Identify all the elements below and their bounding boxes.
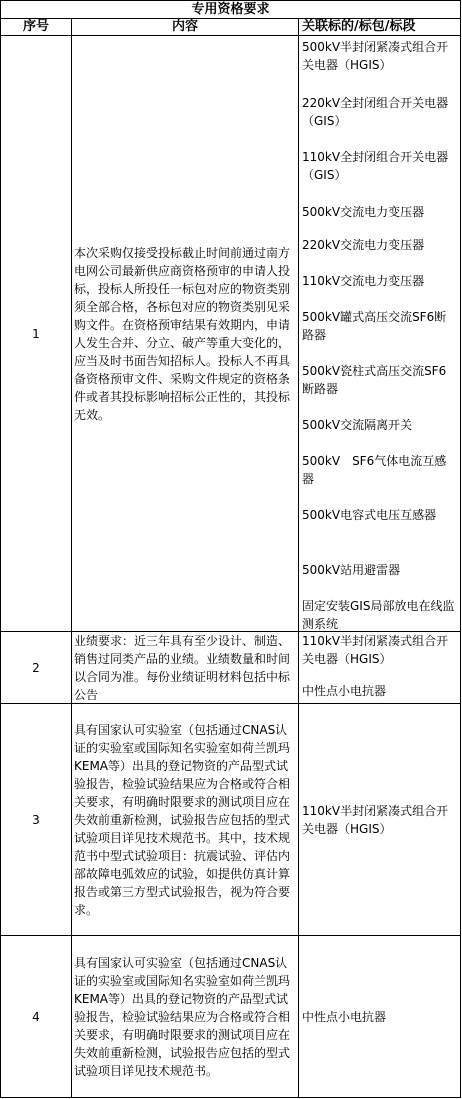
row-content-text: 具有国家认可实验室（包括通过CNAS认证的实验室或国际知名实验室如荷兰凯玛KEMA等）出具的登记物资的产品型式试验报告，检验试验结果应为合格或符合相关要求，有明确时限要求的测试项目应在失效前重新检测，试验报告应包括的型式试验项目详见技术规范书。其中，技术规范书中型式试验项目：抗震试验、评估内部故障电弧效应的试验，如提供仿真计算报告或第三方型式试验报告，视为符合要求。 xyxy=(74,722,291,917)
related-item: 500kV站用避雷器 xyxy=(302,563,401,577)
related-item: 220kV全封闭组合开关电器（GIS） xyxy=(302,96,449,128)
table-row xyxy=(1,632,460,704)
table-row xyxy=(1,936,460,1097)
related-item: 500kV SF6气体电流互感器 xyxy=(302,454,447,486)
row-content-text: 本次采购仅接受投标截止时间前通过南方电网公司最新供应商资格预审的申请人投标，投标人所投任一标包对应的物资类别须全部合格，各标包对应的物资类别见采购文件。在资格预审结果有效期内，申请人发生合并、分立、破产等重大变化的，应当及时书面告知招标人。投标人不再具备资格预审文件、采购文件规定的资格条件或者其投标影响招标公正性的，其投标无效。 xyxy=(74,245,291,422)
row-content xyxy=(72,632,299,703)
table-row xyxy=(1,36,460,632)
row-items xyxy=(299,36,460,631)
table-row xyxy=(1,704,460,936)
row-content xyxy=(72,36,299,631)
related-item: 500kV交流电力变压器 xyxy=(302,205,425,219)
header-items: 关联标的/标包/标段 xyxy=(299,19,460,36)
row-items xyxy=(299,936,460,1097)
related-item: 中性点小电抗器 xyxy=(302,1009,387,1024)
header-content: 内容 xyxy=(72,19,299,36)
related-item: 110kV半封闭紧凑式组合开关电器（HGIS） xyxy=(302,634,449,666)
related-item: 500kV交流隔离开关 xyxy=(302,418,413,432)
row-content-text: 具有国家认可实验室（包括通过CNAS认证的实验室或国际知名实验室如荷兰凯玛KEMA等）出具的登记物资的产品型式试验报告，检验试验结果应为合格或符合相关要求，有明确时限要求的测试项目应在失效前重新检测，试验报告应包括的型式试验项目详见技术规范书。 xyxy=(74,955,291,1078)
related-item: 500kV电容式电压互感器 xyxy=(302,508,437,522)
related-item: 110kV全封闭组合开关电器（GIS） xyxy=(302,150,449,182)
related-item: 500kV半封闭紧凑式组合开关电器（HGIS） xyxy=(302,40,449,72)
related-item: 中性点小电抗器 xyxy=(302,684,387,698)
related-item: 110kV交流电力变压器 xyxy=(302,274,425,288)
row-content xyxy=(72,704,299,935)
related-item: 500kV瓷柱式高压交流SF6断路器 xyxy=(302,364,447,396)
related-item: 220kV交流电力变压器 xyxy=(302,238,425,252)
related-item: 500kV罐式高压交流SF6断路器 xyxy=(302,310,447,342)
row-number: 2 xyxy=(1,632,72,703)
row-content-text: 业绩要求：近三年具有至少设计、制造、销售过同类产品的业绩。业绩数量和时间以合同为准。每份业绩证明材料包括中标公告 xyxy=(74,634,291,702)
header-no: 序号 xyxy=(1,19,72,36)
row-items xyxy=(299,704,460,935)
related-item: 110kV半封闭紧凑式组合开关电器（HGIS） xyxy=(302,803,449,836)
row-items xyxy=(299,632,460,703)
row-number: 3 xyxy=(1,704,72,935)
table-title: 专用资格要求 xyxy=(1,1,460,19)
row-number: 1 xyxy=(1,36,72,631)
related-item: 固定安装GIS局部放电在线监测系统 xyxy=(302,599,455,631)
row-number: 4 xyxy=(1,936,72,1097)
row-content xyxy=(72,936,299,1097)
